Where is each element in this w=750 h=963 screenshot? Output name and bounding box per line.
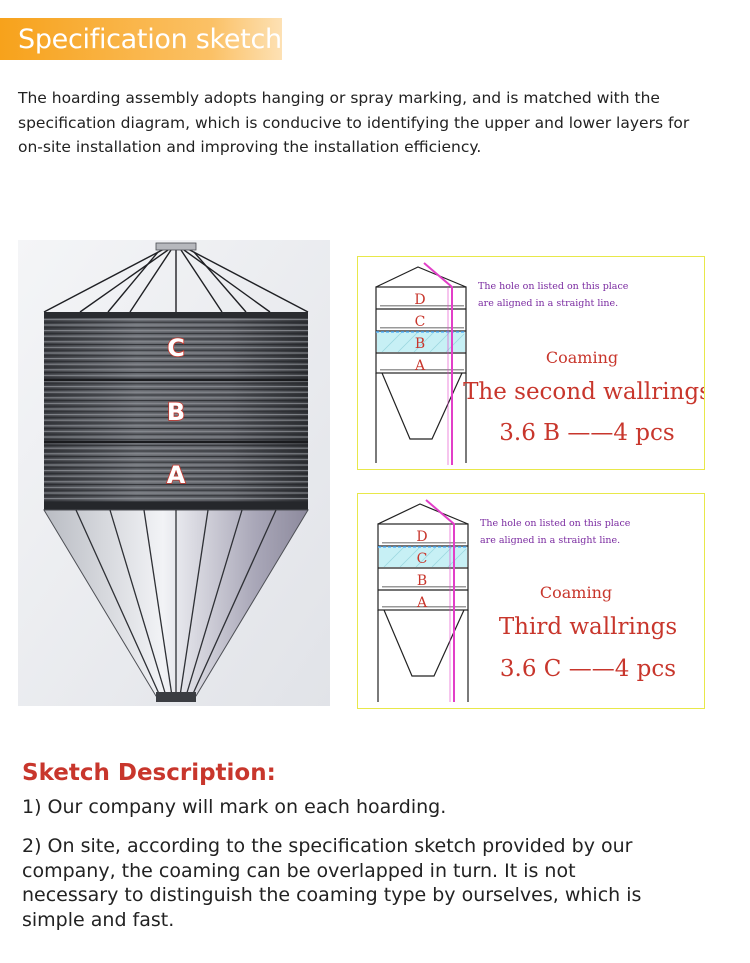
section-banner [0,18,282,60]
wallring-title: Third wallrings [498,614,678,640]
wallring-spec: 3.6 B ——4 pcs [499,420,675,446]
alignment-note-line2: are aligned in a straight line. [480,535,621,546]
silo-label-c: C [167,334,185,362]
silo-label-a: A [166,461,186,489]
wallring-title: The second wallrings [463,379,704,405]
ring-label-a: A [416,595,428,611]
silo-render [18,240,330,706]
ring-label-b: B [416,573,428,589]
description-item-1: 1) Our company will mark on each hoarding. [22,796,447,818]
wallring-spec: 3.6 C ——4 pcs [499,656,677,682]
coaming-label: Coaming [539,583,613,602]
alignment-note-line1: The hole on listed on this place [478,281,629,292]
ring-label-d: D [416,529,428,545]
section-title: Specification sketch [18,23,282,55]
ring-label-b: B [414,336,426,352]
ring-label-c: C [414,314,426,330]
spec-panel-third-wallrings [357,493,705,709]
ring-label-a: A [414,358,426,374]
spec-panel-second-wallrings [357,256,705,470]
ring-label-d: D [414,292,426,308]
description-item-2: 2) On site, according to the specification sketch provided by our company, the coaming can be overlapped in turn. It is not necessary to distinguish the coaming type by ourselves, which is simple and fast. [22,835,642,931]
alignment-note-line2: are aligned in a straight line. [478,298,619,309]
silo-label-b: B [166,398,186,426]
coaming-label: Coaming [545,348,619,367]
alignment-note-line1: The hole on listed on this place [480,518,631,529]
description-title: Sketch Description: [22,760,276,786]
ring-label-c: C [416,551,428,567]
intro-paragraph: The hoarding assembly adopts hanging or spray marking, and is matched with the specification diagram, which is conducive to identifying the upper and lower layers for on-site installation and improving the installation efficiency. [18,89,690,156]
